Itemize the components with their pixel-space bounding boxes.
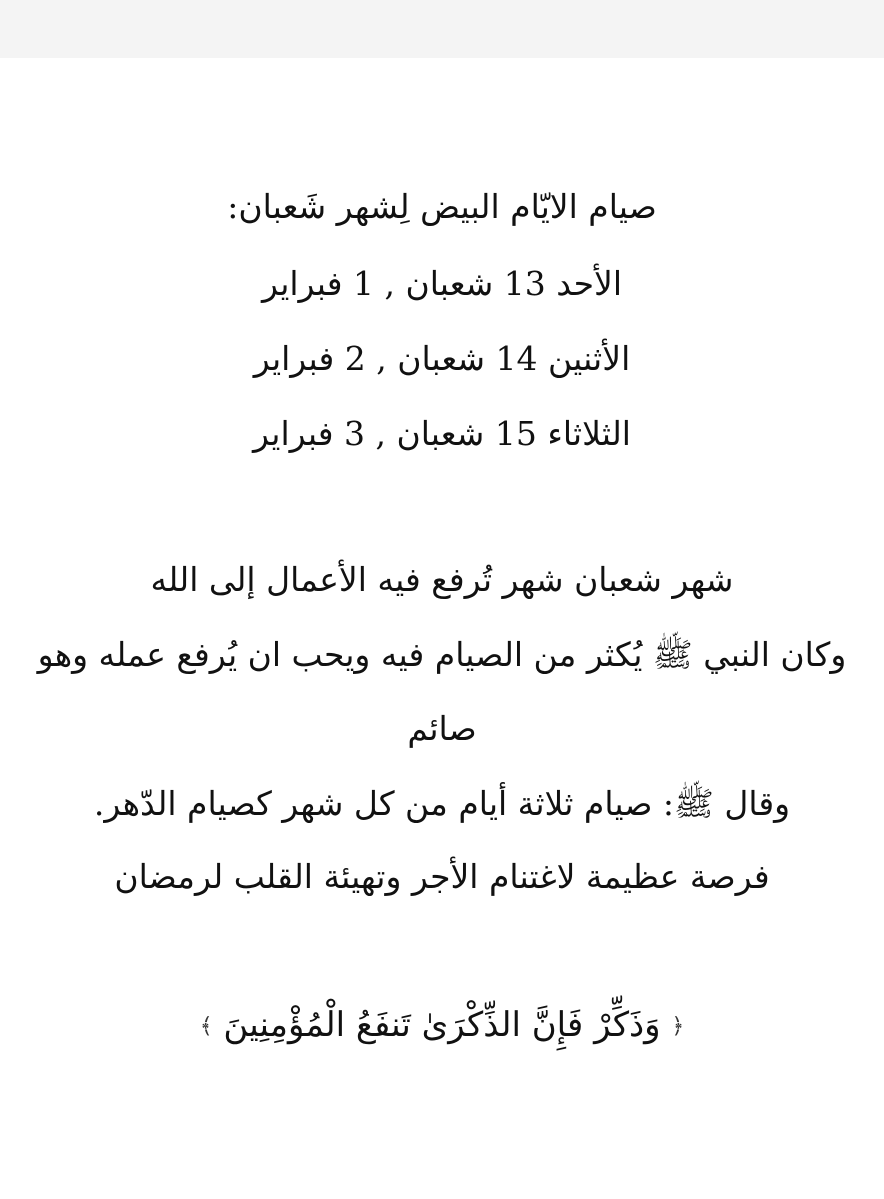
top-bar — [0, 0, 884, 58]
message-line-3: صائم — [407, 709, 477, 748]
schedule-day-3: الثلاثاء 15 شعبان , 3 فبراير — [253, 414, 631, 453]
message-line-1: شهر شعبان شهر تُرفع فيه الأعمال إلى الله — [150, 560, 734, 599]
message-line-2: وكان النبي ﷺ يُكثر من الصيام فيه ويحب ان يُرفع عمله وهو — [37, 635, 847, 674]
message-line-4: وقال ﷺ: صيام ثلاثة أيام من كل شهر كصيام الدّهر. — [93, 784, 791, 823]
verse-text: وَذَكِّرْ فَإِنَّ الذِّكْرَىٰ تَنفَعُ الْمُؤْمِنِينَ — [223, 1005, 661, 1045]
schedule-day-2: الأثنين 14 شعبان , 2 فبراير — [253, 339, 631, 378]
verse-open-bracket: ﴿ — [671, 1014, 685, 1039]
message-line-5: فرصة عظيمة لاغتنام الأجر وتهيئة القلب لرمضان — [114, 857, 770, 896]
verse-close-bracket: ﴾ — [199, 1014, 213, 1039]
quran-verse — [0, 1005, 884, 1045]
schedule-day-1: الأحد 13 شعبان , 1 فبراير — [262, 264, 622, 303]
schedule-title: صيام الايّام البيض لِشهر شَعبان: — [227, 187, 657, 226]
